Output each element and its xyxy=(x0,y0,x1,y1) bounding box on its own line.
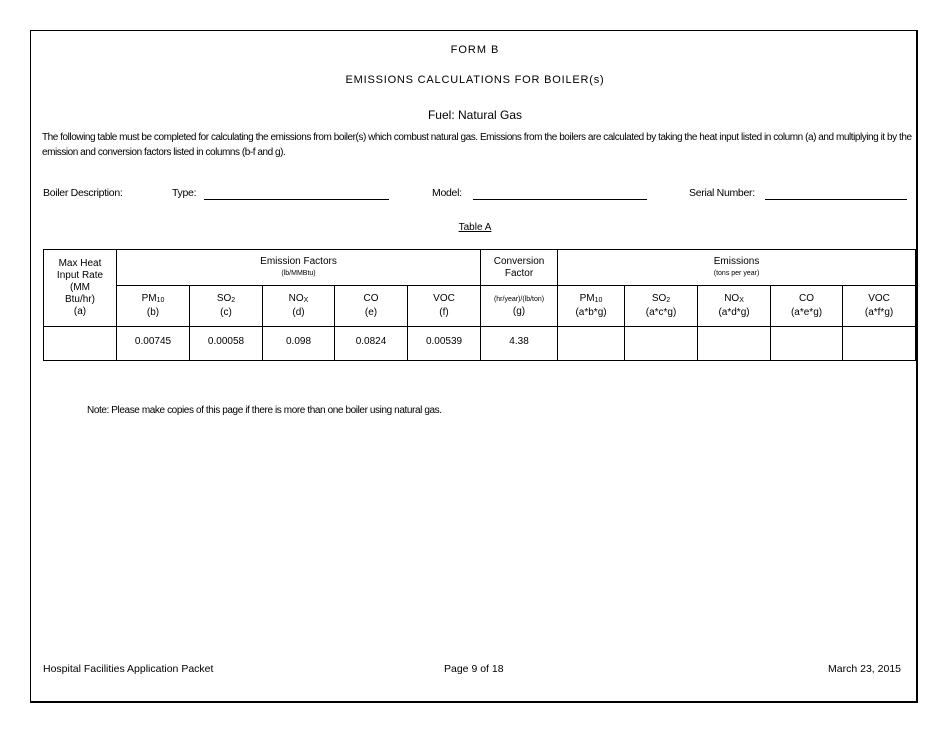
model-label: Model: xyxy=(432,187,462,199)
pm10-factor-cell: 0.00745 xyxy=(117,327,190,361)
voc-emissions-cell[interactable] xyxy=(843,327,916,361)
so2-emissions-header: SO2 (a*c*g) xyxy=(625,286,698,327)
footer-date: March 23, 2015 xyxy=(828,663,901,675)
nox-emissions-cell[interactable] xyxy=(698,327,771,361)
form-title: FORM B xyxy=(450,44,500,56)
boiler-fields xyxy=(0,187,950,203)
fuel-type: Fuel: Natural Gas xyxy=(427,108,523,122)
model-field[interactable] xyxy=(473,199,647,200)
voc-factor-header: VOC (f) xyxy=(408,286,481,327)
type-label: Type: xyxy=(172,187,197,199)
pm10-emissions-cell[interactable] xyxy=(558,327,625,361)
nox-factor-header: NOX (d) xyxy=(263,286,335,327)
footer-left: Hospital Facilities Application Packet xyxy=(43,663,214,675)
emission-factors-header: Emission Factors (lb/MMBtu) xyxy=(117,250,481,286)
nox-factor-cell: 0.098 xyxy=(263,327,335,361)
conversion-units-header: (hr/year)/(lb/ton) (g) xyxy=(481,286,558,327)
so2-emissions-cell[interactable] xyxy=(625,327,698,361)
so2-factor-header: SO2 (c) xyxy=(190,286,263,327)
max-heat-input-cell[interactable] xyxy=(44,327,117,361)
type-field[interactable] xyxy=(204,199,389,200)
pm10-factor-header: PM10 (b) xyxy=(117,286,190,327)
emissions-header: Emissions (tons per year) xyxy=(558,250,916,286)
nox-emissions-header: NOX (a*d*g) xyxy=(698,286,771,327)
co-emissions-cell[interactable] xyxy=(771,327,843,361)
voc-emissions-header: VOC (a*f*g) xyxy=(843,286,916,327)
serial-number-label: Serial Number: xyxy=(689,187,755,199)
voc-factor-cell: 0.00539 xyxy=(408,327,481,361)
co-emissions-header: CO (a*e*g) xyxy=(771,286,843,327)
so2-factor-cell: 0.00058 xyxy=(190,327,263,361)
form-subtitle: EMISSIONS CALCULATIONS FOR BOILER(s) xyxy=(345,74,605,86)
max-heat-header: Max Heat Input Rate (MM Btu/hr) (a) xyxy=(44,250,117,327)
table-row xyxy=(44,327,916,361)
boiler-description-label: Boiler Description: xyxy=(43,187,123,199)
note: Note: Please make copies of this page if there is more than one boiler using natural gas. xyxy=(87,405,442,416)
emissions-table xyxy=(43,249,916,361)
serial-number-field[interactable] xyxy=(765,199,907,200)
conversion-factor-header: Conversion Factor xyxy=(481,250,558,286)
co-factor-header: CO (e) xyxy=(335,286,408,327)
pm10-emissions-header: PM10 (a*b*g) xyxy=(558,286,625,327)
instructions: The following table must be completed for calculating the emissions from boiler(s) which combust natural gas. Emissions from the boilers are calculated by taking the heat input listed in column (a) and multiplying it by the emission and conversion factors listed in columns (b-f and g). xyxy=(42,132,912,158)
table-title: Table A xyxy=(458,222,492,233)
footer-page-number: Page 9 of 18 xyxy=(444,663,504,675)
co-factor-cell: 0.0824 xyxy=(335,327,408,361)
conversion-factor-cell: 4.38 xyxy=(481,327,558,361)
